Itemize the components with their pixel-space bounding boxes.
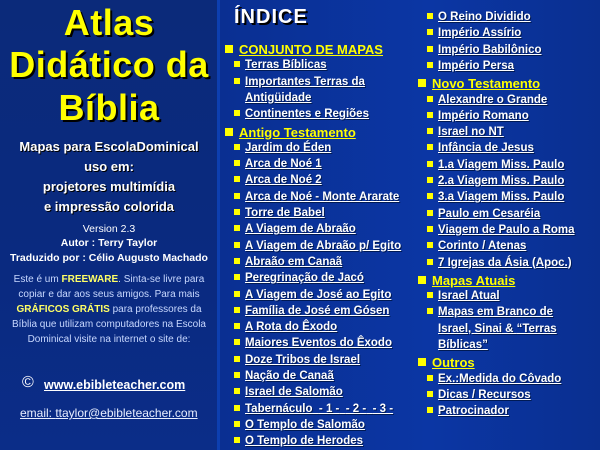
author-text: Autor : Terry Taylor — [60, 237, 158, 249]
map-link-imperio-assirio[interactable]: Império Assírio — [427, 27, 521, 39]
map-link-dicas-recursos[interactable]: Dicas / Recursos — [427, 389, 531, 401]
item-bullet-icon — [427, 177, 433, 183]
item-bullet-icon — [427, 375, 433, 381]
left-panel — [0, 0, 218, 450]
map-link-terras-biblicas[interactable]: Terras Bíblicas — [234, 59, 327, 71]
item-bullet-icon — [234, 258, 240, 264]
map-link-torre-de-babel[interactable]: Torre de Babel — [234, 207, 325, 219]
copyright-icon: © — [22, 374, 34, 391]
item-bullet-icon — [427, 242, 433, 248]
subtitle-line-1: Mapas para EscolaDominical — [19, 139, 199, 154]
map-link-arca-de-noe-2[interactable]: Arca de Noé 2 — [234, 174, 322, 186]
freeware-note: Este é um FREEWARE. Sinta-se livre para copiar e dar aos seus amigos. Para mais GRÁFICOS GRÁTIS para professores da Bíblia que utilizam computadores na Escola Dominical visite na internet o site de: — [12, 274, 206, 345]
map-link-familia-de-jose-em-gosen[interactable]: Família de José em Gósen — [234, 305, 389, 317]
item-bullet-icon — [234, 225, 240, 231]
section-bullet-icon — [418, 358, 426, 366]
index-heading: ÍNDICE — [234, 6, 308, 28]
map-link-importantes-terras-da[interactable]: Importantes Terras da — [234, 76, 365, 88]
tabernaculo-link-1[interactable]: - 1 - — [318, 402, 340, 415]
map-link-7-igrejas-da-asia-apoc[interactable]: 7 Igrejas da Ásia (Apoc.) — [427, 257, 572, 269]
map-link-arca-de-noe-monte-ararate[interactable]: Arca de Noé - Monte Ararate — [234, 191, 399, 203]
map-link-israel-atual[interactable]: Israel Atual — [427, 290, 500, 302]
section-antigo-testamento[interactable]: Antigo Testamento — [225, 125, 356, 140]
map-link-infancia-de-jesus[interactable]: Infância de Jesus — [427, 142, 534, 154]
section-outros[interactable]: Outros — [418, 355, 475, 370]
map-link-o-templo-de-salomao[interactable]: O Templo de Salomão — [234, 419, 365, 431]
title-line-2: Didático da — [9, 44, 209, 85]
item-bullet-icon — [234, 61, 240, 67]
item-bullet-icon — [234, 242, 240, 248]
item-bullet-icon — [234, 144, 240, 150]
blank-maps-row: Israel, Sinai & “Terras — [438, 322, 557, 335]
item-bullet-icon — [234, 356, 240, 362]
title-line-1: Atlas — [63, 2, 155, 43]
section-mapas-atuais[interactable]: Mapas Atuais — [418, 273, 515, 288]
map-link-arca-de-noe-1[interactable]: Arca de Noé 1 — [234, 158, 322, 170]
map-link-imperio-persa[interactable]: Império Persa — [427, 60, 514, 72]
map-link-3-a-viagem-miss-paulo[interactable]: 3.a Viagem Miss. Paulo — [427, 191, 564, 203]
map-link-o-templo-de-herodes[interactable]: O Templo de Herodes — [234, 435, 363, 447]
tabernaculo-link-2[interactable]: - 2 - — [345, 402, 367, 415]
map-link-israel-no-nt[interactable]: Israel no NT — [427, 126, 504, 138]
map-link-a-viagem-de-jose-ao-egito[interactable]: A Viagem de José ao Egito — [234, 289, 391, 301]
item-bullet-icon — [234, 437, 240, 443]
map-link-continuation[interactable]: Antigüidade — [245, 91, 312, 104]
section-novo-testamento[interactable]: Novo Testamento — [418, 76, 540, 91]
map-link-a-viagem-de-abraao-p-egito[interactable]: A Viagem de Abraão p/ Egito — [234, 240, 401, 252]
item-bullet-icon — [234, 405, 240, 411]
item-bullet-icon — [234, 307, 240, 313]
terras-biblicas-link[interactable]: “Terras — [516, 322, 557, 335]
title-line-3: Bíblia — [58, 87, 160, 128]
item-bullet-icon — [427, 128, 433, 134]
map-link-2-a-viagem-miss-paulo[interactable]: 2.a Viagem Miss. Paulo — [427, 175, 564, 187]
map-link-viagem-de-paulo-a-roma[interactable]: Viagem de Paulo a Roma — [427, 224, 575, 236]
map-link-1-a-viagem-miss-paulo[interactable]: 1.a Viagem Miss. Paulo — [427, 159, 564, 171]
map-link-nacao-de-canaa[interactable]: Nação de Canaã — [234, 370, 334, 382]
item-bullet-icon — [427, 226, 433, 232]
map-link-mapas-em-branco-de[interactable]: Mapas em Branco de — [427, 306, 553, 318]
item-bullet-icon — [234, 421, 240, 427]
item-bullet-icon — [234, 176, 240, 182]
item-bullet-icon — [427, 210, 433, 216]
item-bullet-icon — [427, 112, 433, 118]
map-link-o-reino-dividido[interactable]: O Reino Dividido — [427, 11, 531, 23]
item-bullet-icon — [234, 323, 240, 329]
item-bullet-icon — [234, 372, 240, 378]
tabernaculo-row — [234, 403, 393, 415]
item-bullet-icon — [427, 193, 433, 199]
section-bullet-icon — [418, 276, 426, 284]
map-link-jardim-do-eden[interactable]: Jardim do Éden — [234, 142, 331, 154]
item-bullet-icon — [427, 407, 433, 413]
tabernaculo-link-3[interactable]: - 3 - — [372, 402, 394, 415]
item-bullet-icon — [234, 274, 240, 280]
map-link-continuation[interactable]: Bíblicas” — [438, 339, 488, 351]
map-link-imperio-romano[interactable]: Império Romano — [427, 110, 529, 122]
subtitle-line-2: uso em: — [84, 159, 134, 174]
website-link[interactable]: www.ebibleteacher.com — [44, 378, 186, 392]
item-bullet-icon — [234, 160, 240, 166]
map-link-patrocinador[interactable]: Patrocinador — [427, 405, 509, 417]
map-link-ex-medida-do-covado[interactable]: Ex.:Medida do Côvado — [427, 373, 561, 385]
item-bullet-icon — [234, 339, 240, 345]
item-bullet-icon — [427, 62, 433, 68]
translator-text: Traduzido por : Célio Augusto Machado — [10, 252, 208, 264]
item-bullet-icon — [427, 292, 433, 298]
tabernaculo-label: Tabernáculo — [245, 402, 313, 415]
map-link-abraao-em-canaa[interactable]: Abraão em Canaã — [234, 256, 342, 268]
section-bullet-icon — [225, 45, 233, 53]
map-link-corinto-atenas[interactable]: Corinto / Atenas — [427, 240, 526, 252]
map-link-continentes-e-regioes[interactable]: Continentes e Regiões — [234, 108, 369, 120]
item-bullet-icon — [427, 391, 433, 397]
item-bullet-icon — [234, 110, 240, 116]
item-bullet-icon — [234, 388, 240, 394]
section-bullet-icon — [418, 79, 426, 87]
map-link-doze-tribos-de-israel[interactable]: Doze Tribos de Israel — [234, 354, 360, 366]
email-line — [20, 406, 198, 420]
map-link-imperio-babilonico[interactable]: Império Babilônico — [427, 44, 542, 56]
item-bullet-icon — [234, 209, 240, 215]
map-link-israel-de-salomao[interactable]: Israel de Salomão — [234, 386, 343, 398]
map-link-alexandre-o-grande[interactable]: Alexandre o Grande — [427, 94, 547, 106]
item-bullet-icon — [427, 161, 433, 167]
item-bullet-icon — [427, 259, 433, 265]
section-conjunto-de-mapas[interactable]: CONJUNTO DE MAPAS — [225, 42, 383, 57]
map-link-a-rota-do-exodo[interactable]: A Rota do Êxodo — [234, 321, 337, 333]
item-bullet-icon — [427, 96, 433, 102]
version-text: Version 2.3 — [82, 223, 136, 235]
item-bullet-icon — [427, 144, 433, 150]
subtitle-line-4: e impressão colorida — [43, 199, 175, 214]
sinai-link[interactable]: Sinai — [474, 322, 502, 335]
item-bullet-icon — [427, 13, 433, 19]
map-link-paulo-em-cesareia[interactable]: Paulo em Cesaréia — [427, 208, 540, 220]
email-link[interactable]: ttaylor@ebibleteacher.com — [55, 406, 198, 420]
map-link-a-viagem-de-abraao[interactable]: A Viagem de Abraão — [234, 223, 356, 235]
email-label: email: — [20, 406, 56, 420]
item-bullet-icon — [234, 78, 240, 84]
section-bullet-icon — [225, 128, 233, 136]
subtitle-line-3: projetores multimídia — [42, 179, 176, 194]
item-bullet-icon — [234, 193, 240, 199]
item-bullet-icon — [234, 291, 240, 297]
map-link-maiores-eventos-do-exodo[interactable]: Maiores Eventos do Êxodo — [234, 337, 392, 349]
item-bullet-icon — [427, 46, 433, 52]
item-bullet-icon — [427, 29, 433, 35]
item-bullet-icon — [427, 308, 433, 314]
map-link-peregrinacao-de-jaco[interactable]: Peregrinação de Jacó — [234, 272, 364, 284]
